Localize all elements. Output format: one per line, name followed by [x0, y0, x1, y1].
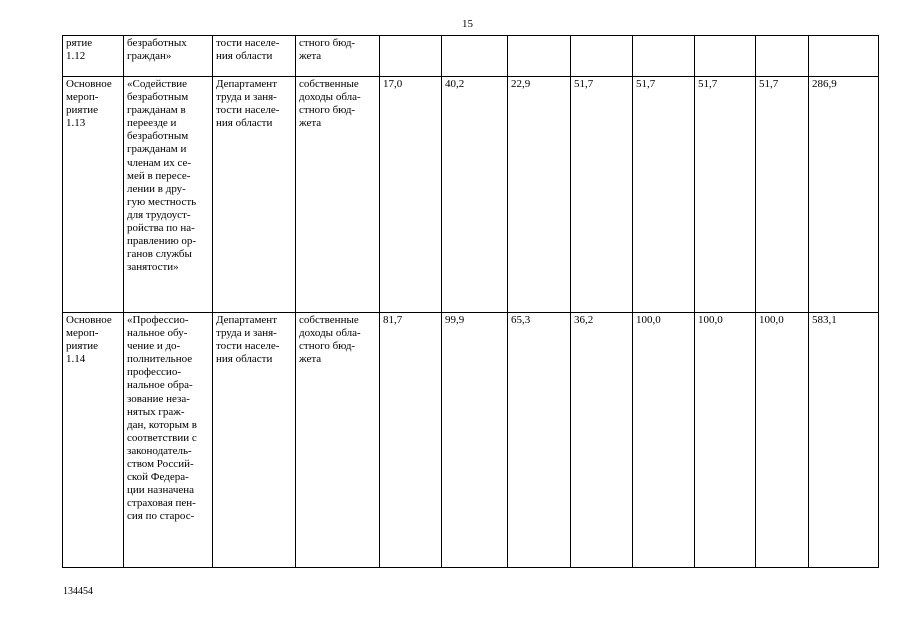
value-cell [695, 36, 756, 77]
value-cell: 81,7 [380, 313, 442, 568]
value-cell: 99,9 [442, 313, 508, 568]
activity-name-cell: безработных граждан» [124, 36, 213, 77]
value-cell: 100,0 [756, 313, 809, 568]
value-cell: 22,9 [508, 77, 571, 313]
value-cell: 100,0 [695, 313, 756, 568]
value-cell [442, 36, 508, 77]
value-cell: 100,0 [633, 313, 695, 568]
page-number: 15 [462, 18, 473, 30]
value-cell [633, 36, 695, 77]
total-cell [809, 36, 879, 77]
activity-code-cell: Основное мероп- риятие 1.13 [63, 77, 124, 313]
value-cell [756, 36, 809, 77]
value-cell: 65,3 [508, 313, 571, 568]
total-cell: 583,1 [809, 313, 879, 568]
executor-cell: Департамент труда и заня- тости населе- ния области [213, 313, 296, 568]
program-table [62, 35, 879, 568]
activity-code-cell: рятие 1.12 [63, 36, 124, 77]
activity-code-cell: Основное мероп- риятие 1.14 [63, 313, 124, 568]
activity-name-cell: «Профессио- нальное обу- чение и до- полнительное профессио- нальное обра- зование неза- нятых граж- дан, которым в соответствии с законодатель- ством Россий- ской Федера- ции назначена страховая пен- сия по старос- [124, 313, 213, 568]
value-cell [571, 36, 633, 77]
value-cell: 51,7 [695, 77, 756, 313]
executor-cell: тости населе- ния области [213, 36, 296, 77]
table-row [63, 77, 879, 313]
value-cell [380, 36, 442, 77]
value-cell: 36,2 [571, 313, 633, 568]
total-cell: 286,9 [809, 77, 879, 313]
funding-source-cell: собственные доходы обла- стного бюд- жета [296, 313, 380, 568]
value-cell: 40,2 [442, 77, 508, 313]
activity-name-cell: «Содействие безработным гражданам в переезде и безработным гражданам и членам их се- мей в пересе- лении в дру- гую местность для трудоуст- ройства по на- правлению ор- ганов службы занятости» [124, 77, 213, 313]
value-cell: 51,7 [633, 77, 695, 313]
value-cell: 17,0 [380, 77, 442, 313]
value-cell: 51,7 [571, 77, 633, 313]
executor-cell: Департамент труда и заня- тости населе- ния области [213, 77, 296, 313]
document-code: 134454 [63, 586, 93, 597]
table-row [63, 36, 879, 77]
funding-source-cell: стного бюд- жета [296, 36, 380, 77]
table-row [63, 313, 879, 568]
value-cell [508, 36, 571, 77]
funding-source-cell: собственные доходы обла- стного бюд- жета [296, 77, 380, 313]
value-cell: 51,7 [756, 77, 809, 313]
